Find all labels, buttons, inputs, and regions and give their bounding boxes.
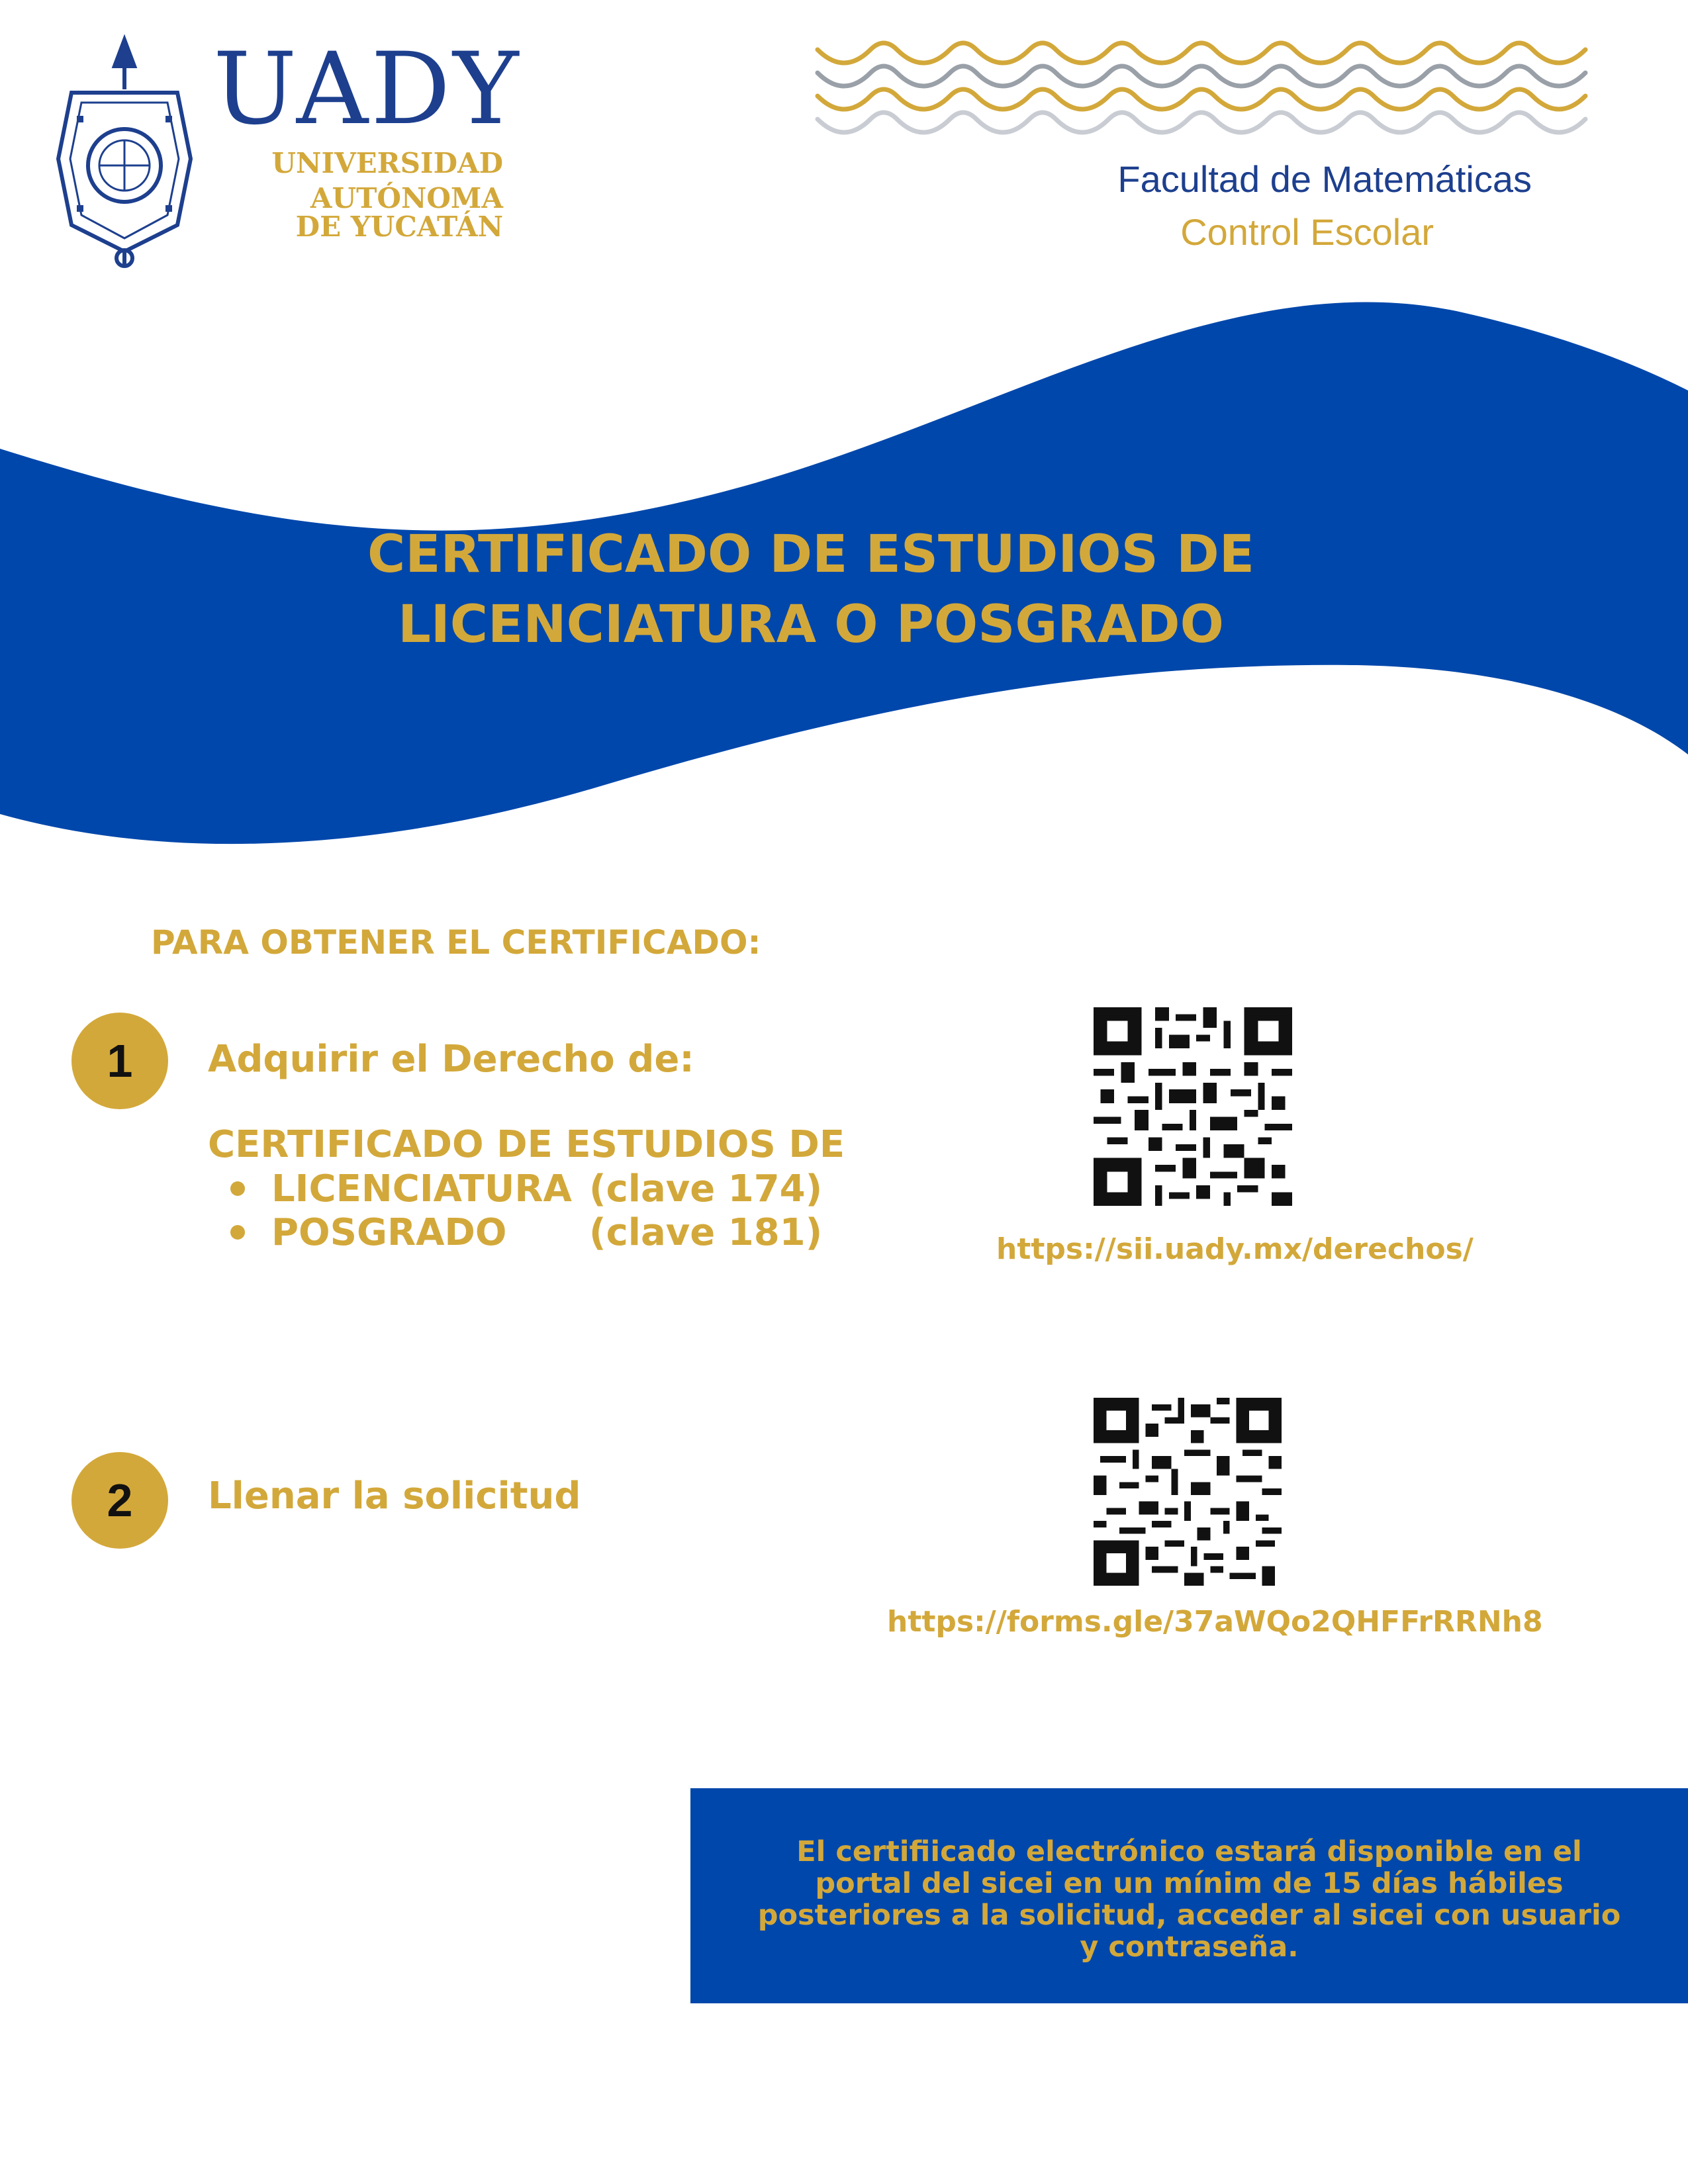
list-item [230, 1210, 822, 1254]
level-name: POSGRADO [271, 1210, 507, 1254]
level-code: (clave 181) [589, 1210, 823, 1254]
step-number-badge: 2 [71, 1452, 168, 1549]
page-title [199, 520, 1423, 660]
level-name: LICENCIATURA [271, 1167, 572, 1210]
brand-subtitle-line: UNIVERSIDAD [271, 147, 503, 179]
notice-line: portal del sicei en un mínim de 15 días hábiles [815, 1867, 1564, 1900]
step-text: Llenar la solicitud [208, 1475, 581, 1518]
office-name: Control Escolar [1180, 211, 1434, 253]
notice-line: posteriores a la solicitud, acceder al sicei con usuario [757, 1899, 1621, 1932]
brand-subtitle-line: DE YUCATÁN [295, 210, 503, 243]
university-seal-icon [45, 26, 204, 278]
step-number-badge: 1 [71, 1013, 168, 1109]
brand-subtitle-line: AUTÓNOMA [310, 182, 503, 214]
page-title-line: LICENCIATURA O POSGRADO [398, 595, 1224, 655]
decorative-wave-pattern [811, 36, 1618, 142]
bullet-icon [230, 1225, 245, 1240]
payment-link[interactable]: https://sii.uady.mx/derechos/ [996, 1232, 1474, 1266]
level-list [230, 1167, 822, 1254]
notice-text [690, 1836, 1688, 1963]
bullet-icon [230, 1181, 245, 1196]
list-item [230, 1167, 822, 1210]
qr-code-icon[interactable] [1094, 1007, 1292, 1206]
faculty-name: Facultad de Matemáticas [1117, 158, 1532, 200]
notice-box [690, 1788, 1688, 2003]
level-code: (clave 174) [589, 1167, 823, 1210]
brand-wordmark: UADY [213, 32, 522, 147]
page-title-line: CERTIFICADO DE ESTUDIOS DE [367, 525, 1255, 584]
request-form-link[interactable]: https://forms.gle/37aWQo2QHFFrRRNh8 [887, 1605, 1543, 1639]
notice-line: y contraseña. [1080, 1931, 1299, 1964]
qr-code-icon[interactable] [1094, 1398, 1282, 1586]
step-subheading: CERTIFICADO DE ESTUDIOS DE [208, 1123, 845, 1166]
section-heading: PARA OBTENER EL CERTIFICADO: [151, 923, 761, 962]
notice-line: El certifiicado electrónico estará disponible en el [796, 1835, 1582, 1868]
step-text: Adquirir el Derecho de: [208, 1038, 694, 1081]
